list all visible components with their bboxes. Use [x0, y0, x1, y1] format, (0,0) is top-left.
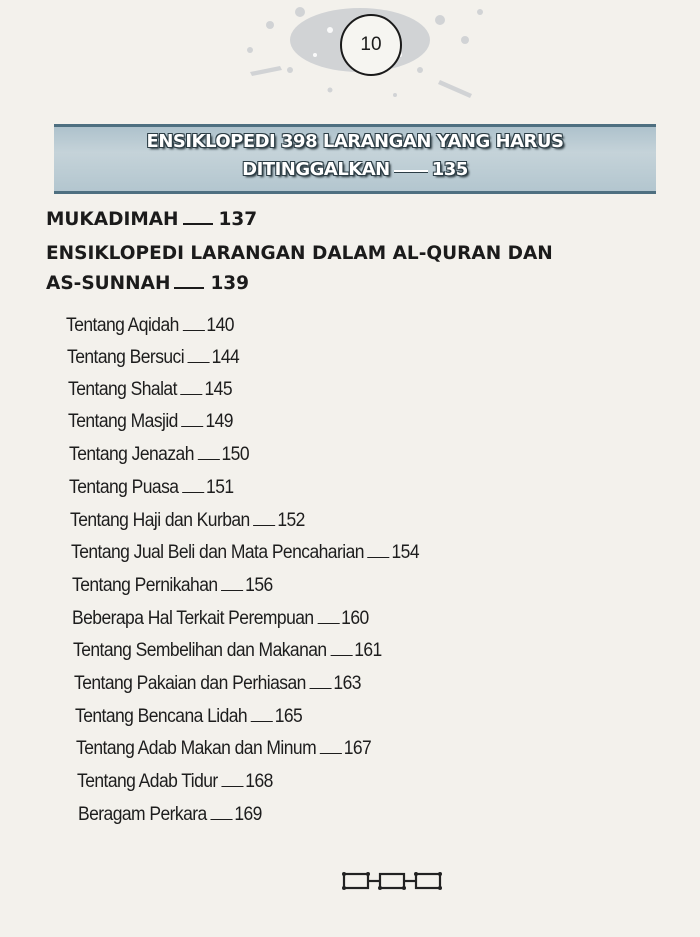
toc-entry-title: Tentang Bersuci [67, 347, 185, 368]
toc-entry-page: 140 [206, 315, 234, 336]
toc-entry-page: 163 [333, 673, 361, 694]
section-title-line2: AS-SUNNAH [46, 273, 171, 294]
section-mukadimah [46, 205, 257, 235]
leader-line [174, 287, 204, 289]
banner-title [54, 126, 656, 184]
leader-line [182, 330, 204, 331]
section-title-line1: ENSIKLOPEDI LARANGAN DALAM AL-QURAN DAN [46, 243, 553, 264]
leader-line [221, 590, 243, 591]
toc-entry [76, 737, 371, 761]
toc-entry-page: 149 [205, 411, 233, 432]
toc-entry-title: Tentang Pakaian dan Perhiasan [74, 673, 306, 694]
toc-entry-page: 144 [211, 347, 240, 368]
leader-line [182, 426, 204, 427]
toc-entry-title: Tentang Masjid [68, 411, 178, 432]
toc-entry-title: Tentang Aqidah [66, 315, 179, 336]
leader-line [253, 525, 275, 526]
section-page: 137 [218, 209, 258, 230]
toc-entry [69, 443, 249, 467]
toc-entry [73, 639, 382, 663]
leader-line [317, 623, 339, 624]
toc-entry-title: Tentang Adab Tidur [77, 771, 218, 792]
toc-entry [75, 705, 302, 729]
toc-entry [70, 509, 305, 533]
toc-entry [78, 803, 262, 827]
toc-entry [74, 672, 361, 696]
toc-entry [66, 314, 234, 338]
toc-entry [69, 476, 234, 500]
toc-entry-title: Tentang Puasa [69, 477, 179, 498]
toc-entry [68, 378, 232, 402]
leader-line [309, 688, 331, 689]
banner-page-number: 135 [431, 159, 468, 180]
toc-entry-title: Tentang Jenazah [69, 444, 194, 465]
toc-entry-page: 169 [234, 804, 262, 825]
toc-entry [67, 346, 239, 370]
toc-entry-title: Tentang Haji dan Kurban [70, 510, 250, 531]
toc-entry [72, 607, 369, 631]
toc-entry [68, 410, 233, 434]
leader-line [188, 362, 210, 363]
toc-entry-title: Beberapa Hal Terkait Perempuan [72, 608, 314, 629]
leader-line [198, 459, 220, 460]
toc-entry [72, 574, 273, 598]
leader-line [251, 721, 273, 722]
toc-entry [77, 770, 273, 794]
section-title: MUKADIMAH [46, 209, 179, 230]
toc-entry-page: 156 [245, 575, 273, 596]
page-number: 10 [340, 14, 402, 76]
toc-entry-title: Beragam Perkara [78, 804, 207, 825]
leader-line [330, 655, 352, 656]
toc-entry-title: Tentang Jual Beli dan Mata Pencaharian [71, 542, 364, 563]
leader-line [210, 819, 232, 820]
section-ensiklopedi-larangan [46, 239, 553, 299]
toc-entry-page: 151 [206, 477, 234, 498]
toc-entry-page: 167 [343, 738, 372, 759]
toc-entry-title: Tentang Shalat [68, 379, 177, 400]
toc-entry-page: 152 [277, 510, 305, 531]
toc-entry-page: 150 [221, 444, 249, 465]
leader-line [183, 223, 213, 225]
toc-entry-page: 161 [354, 640, 382, 661]
toc-entry-page: 145 [204, 379, 233, 400]
toc-entry-title: Tentang Bencana Lidah [75, 706, 248, 727]
banner-title-line2-text: DITINGGALKAN [242, 159, 390, 180]
toc-entry-page: 165 [274, 706, 303, 727]
toc-entry-page: 160 [341, 608, 369, 629]
ornament-divider-icon [340, 868, 444, 894]
banner-title-line2 [54, 156, 656, 184]
toc-entry-page: 168 [245, 771, 273, 792]
leader-line [182, 492, 204, 493]
toc-entry [71, 541, 419, 565]
toc-entry-title: Tentang Sembelihan dan Makanan [73, 640, 327, 661]
leader-line [320, 753, 342, 754]
leader-line [181, 394, 203, 395]
leader-line [221, 786, 243, 787]
section-page: 139 [210, 273, 250, 294]
leader-line [394, 170, 428, 172]
toc-entry-title: Tentang Pernikahan [72, 575, 218, 596]
leader-line [368, 557, 390, 558]
toc-entry-page: 154 [391, 542, 420, 563]
banner-title-line1: ENSIKLOPEDI 398 LARANGAN YANG HARUS [146, 131, 564, 152]
toc-entry-title: Tentang Adab Makan dan Minum [76, 738, 317, 759]
